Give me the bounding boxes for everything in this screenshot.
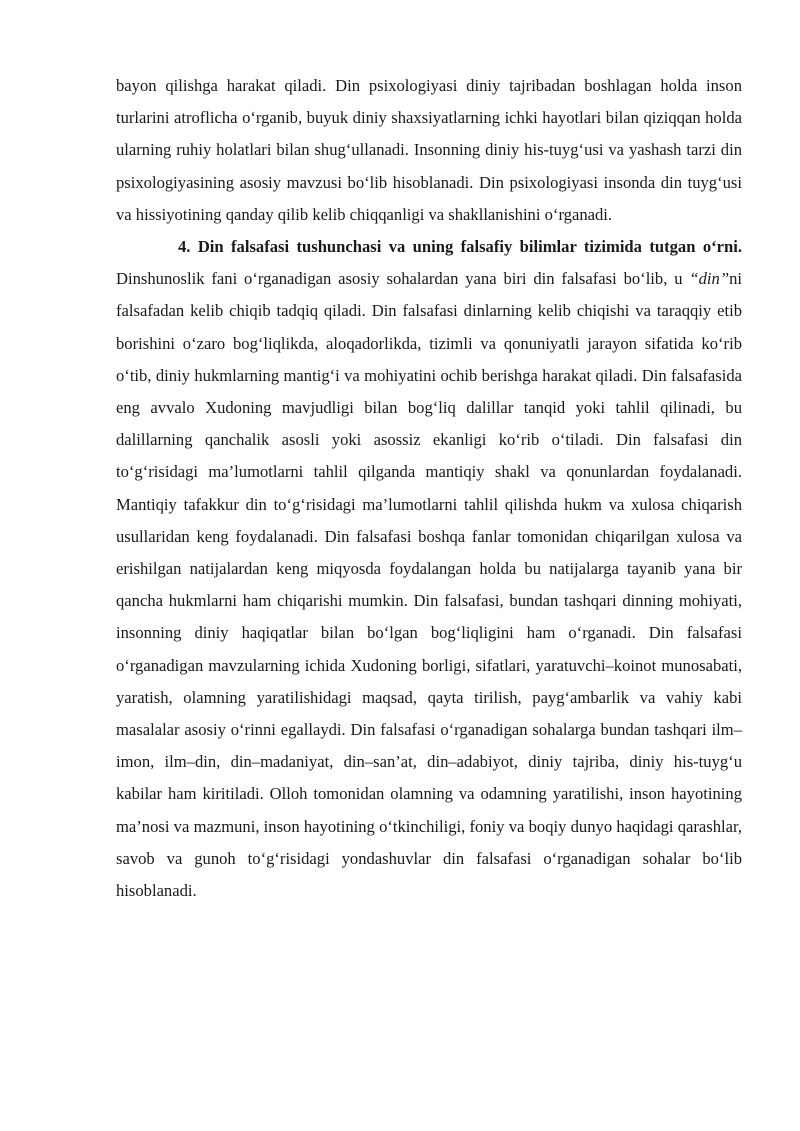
body-text: ni falsafadan kelib chiqib tadqiq qiladi. Din falsafasi dinlarning kelib chiqishi va taraqqiy etib borishini o‘zaro bog‘liqlikda, aloqadorlikda, tizimli va qonuniyatli jarayon sifatida ko‘rib o‘tib, diniy hukmlarning mantig‘i va mohiyatini ochib berishga harakat qiladi. Din falsafasida eng avvalo Xudoning mavjudligi bilan bog‘liq dalillar tanqid yoki tahlil qilinadi, bu dalillarning qanchalik asosli yoki asossiz ekanligi ko‘rib o‘tiladi. Din falsafasi din to‘g‘risidagi ma’lumotlarni tahlil qilganda mantiqiy shakl va qonunlardan foydalanadi. Mantiqiy tafakkur din to‘g‘risidagi ma’lumotlarni tahlil qilishda hukm va xulosa chiqarish usullaridan keng foydalanadi. Din falsafasi boshqa fanlar tomonidan chiqarilgan xulosa va erishilgan natijalardan keng miqyosda foydalangan holda bu natijalarga tayanib yana bir qancha hukmlarni ham chiqarishi mumkin. Din falsafasi, bundan tashqari dinning mohiyati, insonning diniy haqiqatlar bilan bo‘lgan bog‘liqligini ham o‘rganadi. Din falsafasi o‘rganadigan mavzularning ichida Xudoning borligi, sifatlari, yaratuvchi–koinot munosabati, yaratish, olamning yaratilishidagi maqsad, qayta tirilish, payg‘ambarlik va vahiy kabi masalalar asosiy o‘rinni egallaydi. Din falsafasi o‘rganadigan sohalarga bundan tashqari ilm–imon, ilm–din, din–madaniyat, din–san’at, din–adabiyot, diniy tajriba, diniy his-tuyg‘u kabilar ham kiritiladi. Olloh tomonidan olamning va odamning yaratilishi, inson hayotining ma’nosi va mazmuni, inson hayotining o‘tkinchiligi, foniy va boqiy dunyo haqidagi qarashlar, savob va gunoh to‘g‘risidagi yondashuvlar din falsafasi o‘rganadigan sohalar bo‘lib hisoblanadi. <box>116 269 742 901</box>
quoted-term: “din” <box>689 269 730 289</box>
document-page <box>116 70 742 907</box>
paragraph-philosophy-of-religion <box>116 231 742 907</box>
section-heading: 4. Din falsafasi tushunchasi va uning falsafiy bilimlar tizimida tutgan o‘rni. <box>178 237 742 257</box>
paragraph-psychology-of-religion: bayon qilishga harakat qiladi. Din psixologiyasi diniy tajribadan boshlagan holda inson turlarini atroflicha o‘rganib, buyuk diniy shaxsiyatlarning ichki hayotlari bilan qiziqqan holda ularning ruhiy holatlari bilan shug‘ullanadi. Insonning diniy his-tuyg‘usi va yashash tarzi din psixologiyasining asosiy mavzusi bo‘lib hisoblanadi. Din psixologiyasi insonda din tuyg‘usi va hissiyotining qanday qilib kelib chiqqanligi va shakllanishini o‘rganadi. <box>116 76 742 224</box>
body-text-intro: Dinshunoslik fani o‘rganadigan asosiy sohalardan yana biri din falsafasi bo‘lib, u <box>116 269 690 289</box>
